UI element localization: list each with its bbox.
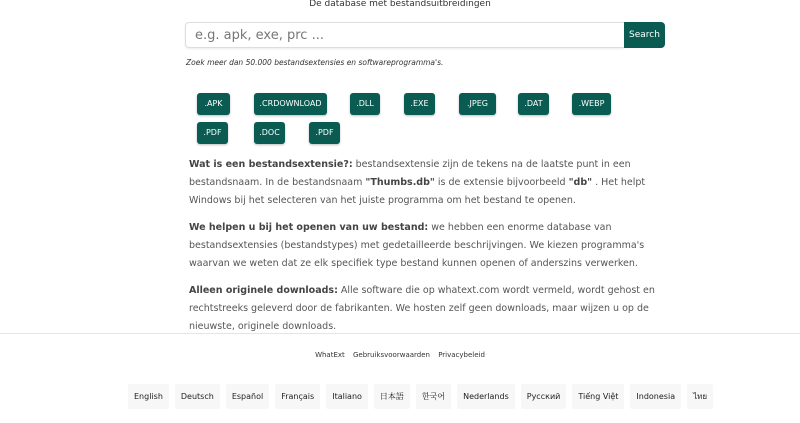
extension-button-doc[interactable]: .DOC [254,122,285,144]
language-french[interactable]: Français [275,384,320,409]
footer-link-whatext[interactable]: WhatExt [315,351,345,359]
info-text: we hebben een enorme database van bestandsextensies (bestandstypes) met gedetailleerde beschrijvingen. We kiezen programma's waarvan we weten dat ze elk specifiek type bestand kunnen openen of anderszins verwerken. [189,222,645,269]
info-paragraph-extension [189,156,675,210]
language-selector [128,384,713,409]
extension-button-dll[interactable]: .DLL [350,93,380,115]
search-hint: Zoek meer dan 50.000 bestandsextensies en softwareprogramma's. [186,58,444,67]
info-text: is de extensie bijvoorbeeld [434,177,569,188]
language-japanese[interactable]: 日本語 [374,384,410,409]
footer-links [0,351,800,359]
extension-button-pdf[interactable]: .PDF [197,122,228,144]
extension-button-apk[interactable]: .APK [197,93,230,115]
extension-button-pdf-2[interactable]: .PDF [309,122,340,144]
info-text: Alle software die op whatext.com wordt vermeld, wordt gehost en rechtstreeks geleverd door de fabrikanten. We hosten zelf geen downloads, maar wijzen u op de nieuwste, originele downloads. [189,285,655,332]
language-english[interactable]: English [128,384,169,409]
info-text: bestandsextensie zijn de tekens na de laatste punt in een bestandsnaam. In de bestandsnaam [189,159,631,188]
footer-divider [0,333,800,334]
language-russian[interactable]: Русский [521,384,567,409]
language-spanish[interactable]: Español [226,384,269,409]
info-paragraph-downloads [189,282,675,336]
extension-button-dat[interactable]: .DAT [518,93,549,115]
info-section [189,156,675,345]
language-korean[interactable]: 한국어 [416,384,451,409]
info-heading: Wat is een bestandsextensie?: [189,159,353,170]
language-thai[interactable]: ไทย [687,384,713,409]
example-extension: "db" [568,177,593,188]
extension-button-exe[interactable]: .EXE [404,93,435,115]
extension-button-webp[interactable]: .WEBP [572,93,611,115]
language-vietnamese[interactable]: Tiếng Việt [572,384,624,409]
extension-button-crdownload[interactable]: .CRDOWNLOAD [254,93,327,115]
language-indonesian[interactable]: Indonesia [630,384,681,409]
search-bar [185,22,665,48]
extension-button-jpeg[interactable]: .JPEG [459,93,496,115]
language-dutch[interactable]: Nederlands [457,384,515,409]
search-button[interactable]: Search [624,22,665,48]
example-filename: "Thumbs.db" [365,177,435,188]
language-italian[interactable]: Italiano [326,384,368,409]
info-text: . Het helpt Windows bij het selecteren van het juiste programma om het bestand te openen. [189,177,646,206]
info-heading: We helpen u bij het openen van uw bestand: [189,222,429,233]
info-heading: Alleen originele downloads: [189,285,338,296]
language-german[interactable]: Deutsch [175,384,220,409]
footer-link-privacy[interactable]: Privacybeleid [438,351,485,359]
search-input[interactable] [185,22,624,48]
site-tagline: De database met bestandsuitbreidingen [309,0,491,9]
info-paragraph-help [189,219,675,273]
footer-link-terms[interactable]: Gebruiksvoorwaarden [353,351,430,359]
